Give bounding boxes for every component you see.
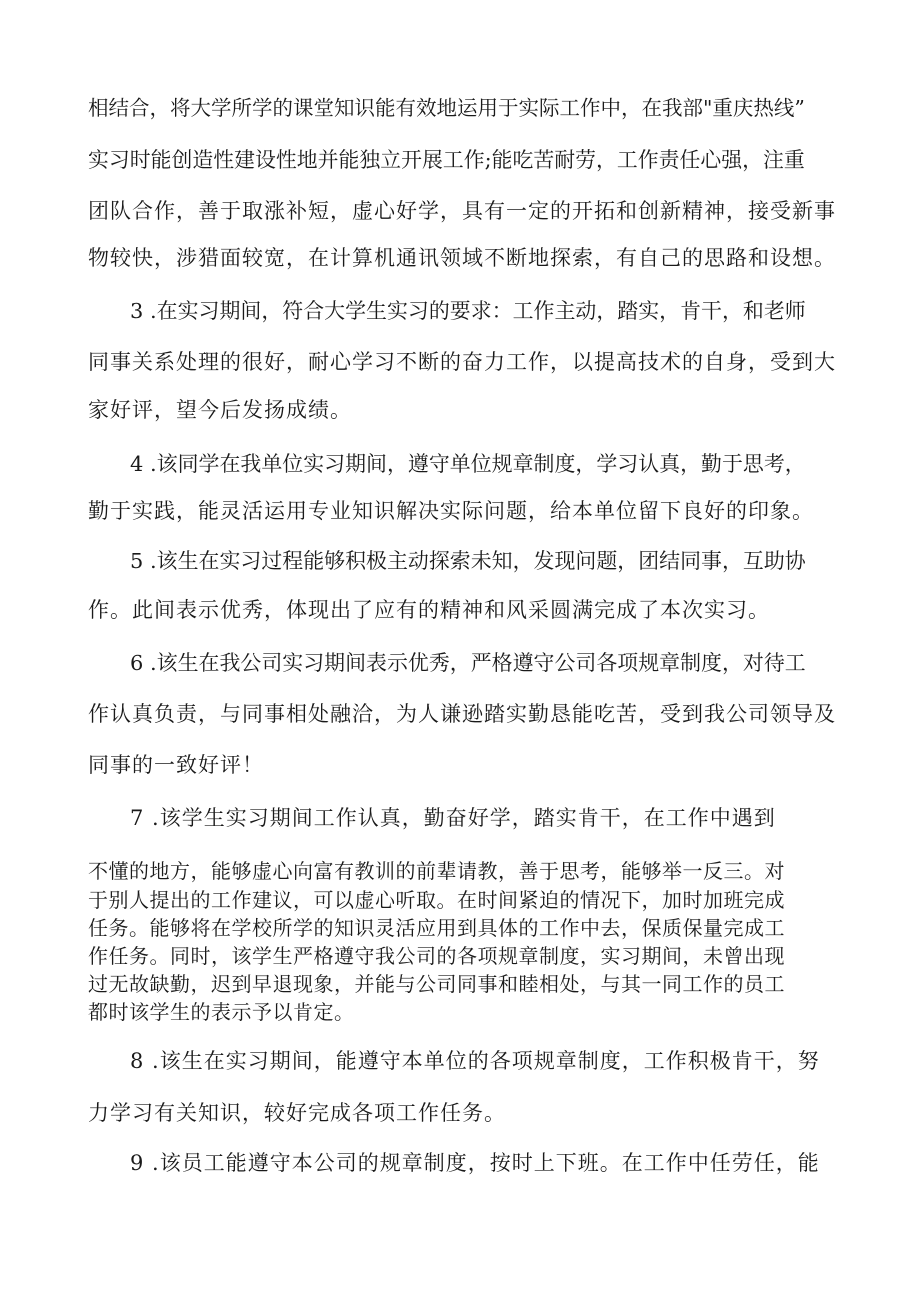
paragraph-item-3-line: 同事关系处理的很好，耐心学习不断的奋力工作，以提高技术的自身，受到大	[88, 350, 836, 374]
paragraph-item-6-line: 6 .该生在我公司实习期间表示优秀，严格遵守公司各项规章制度，对待工	[130, 651, 806, 675]
paragraph-item-3-line: 家好评，望今后发扬成绩。	[88, 398, 352, 422]
paragraph-item-7-line: 7 .该学生实习期间工作认真，勤奋好学，踏实肯干，在工作中遇到	[130, 806, 776, 830]
paragraph-item-4-line: 勤于实践，能灵活运用专业知识解决实际问题，给本单位留下良好的印象。	[88, 499, 814, 523]
paragraph-line: 物较快，涉猎面较宽，在计算机通讯领域不断地探索，有自己的思路和设想。	[88, 246, 836, 270]
paragraph-item-7-line: 都时该学生的表示予以肯定。	[88, 1000, 355, 1024]
paragraph-item-7-line: 作任务。同时，该学生严格遵守我公司的各项规章制度，实习期间，未曾出现	[88, 944, 785, 968]
paragraph-line: 团队合作，善于取涨补短，虚心好学，具有一定的开拓和创新精神，接受新事	[88, 199, 836, 223]
paragraph-item-6-line: 同事的一致好评！	[88, 753, 264, 777]
paragraph-item-6-line: 作认真负责，与同事相处融洽，为人谦逊踏实勤恳能吃苦，受到我公司领导及	[88, 702, 836, 726]
paragraph-item-8-line: 力学习有关知识，较好完成各项工作任务。	[88, 1101, 506, 1125]
paragraph-item-9-line: 9 .该员工能遵守本公司的规章制度，按时上下班。在工作中任劳任，能	[130, 1151, 820, 1175]
paragraph-item-7-line: 过无故缺勤，迟到早退现象，并能与公司同事和睦相处，与其一同工作的员工	[88, 972, 785, 996]
paragraph-item-5-line: 作。此间表示优秀，体现出了应有的精神和风采圆满完成了本次实习。	[88, 598, 770, 622]
paragraph-item-4-line: 4 .该同学在我单位实习期间，遵守单位规章制度，学习认真，勤于思考，	[130, 452, 806, 476]
paragraph-line: 相结合，将大学所学的课堂知识能有效地运用于实际工作中，在我部"重庆热线”	[88, 96, 805, 120]
paragraph-item-8-line: 8 .该生在实习期间，能遵守本单位的各项规章制度，工作积极肯干，努	[130, 1049, 820, 1073]
paragraph-line: 实习时能创造性建设性地并能独立开展工作;能吃苦耐劳，工作责任心强，注重	[88, 148, 805, 172]
paragraph-item-7-line: 任务。能够将在学校所学的知识灵活应用到具体的工作中去，保质保量完成工	[88, 916, 785, 940]
paragraph-item-5-line: 5 .该生在实习过程能够积极主动探索未知，发现问题，团结同事，互助协	[130, 549, 806, 573]
paragraph-item-7-line: 于别人提出的工作建议，可以虚心听取。在时间紧迫的情况下，加时加班完成	[88, 888, 785, 912]
paragraph-item-7-line: 不懂的地方，能够虚心向富有教训的前辈请教，善于思考，能够举一反三。对	[88, 859, 785, 883]
paragraph-item-3-line: 3 .在实习期间，符合大学生实习的要求：工作主动，踏实，肯干，和老师	[130, 299, 806, 323]
